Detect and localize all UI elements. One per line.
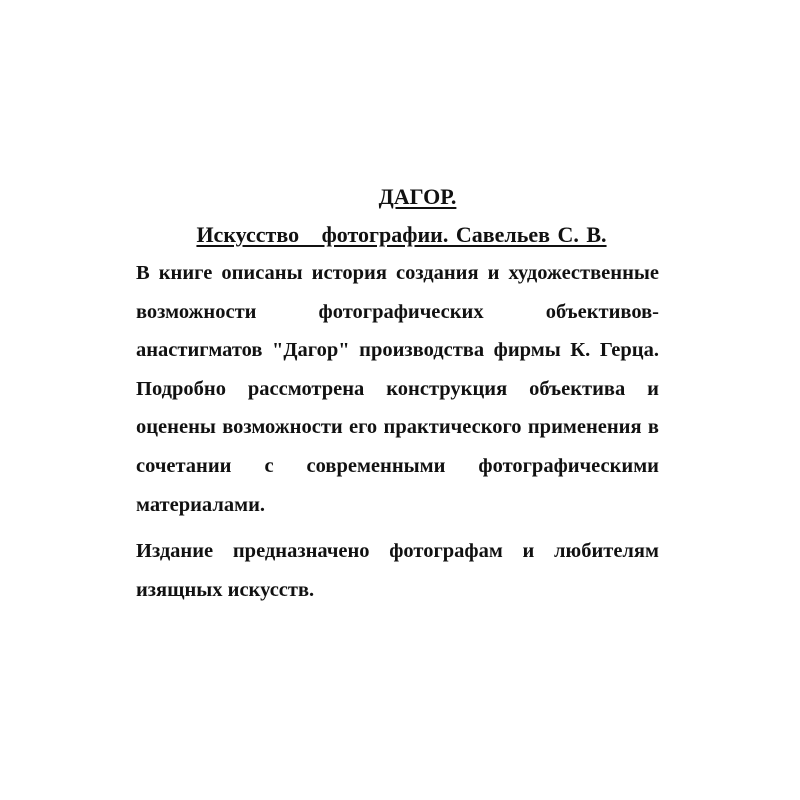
description-paragraph: В книге описаны история создания и художественные возможности фотографических объективов-анастигматов "Дагор" производства фирмы К. Герца. Подробно рассмотрена конструкция объектива и оценены возможности его практического применения в сочетании с современными фотографическими материалами.: [136, 262, 659, 516]
book-title: ДАГОР.: [378, 184, 457, 209]
audience-paragraph: Издание предназначено фотографам и любителям изящных искусств.: [136, 540, 659, 601]
book-subtitle-author: Искусство фотографии. Савельев С. В.: [196, 222, 607, 247]
annotation-text-block: [136, 180, 659, 609]
